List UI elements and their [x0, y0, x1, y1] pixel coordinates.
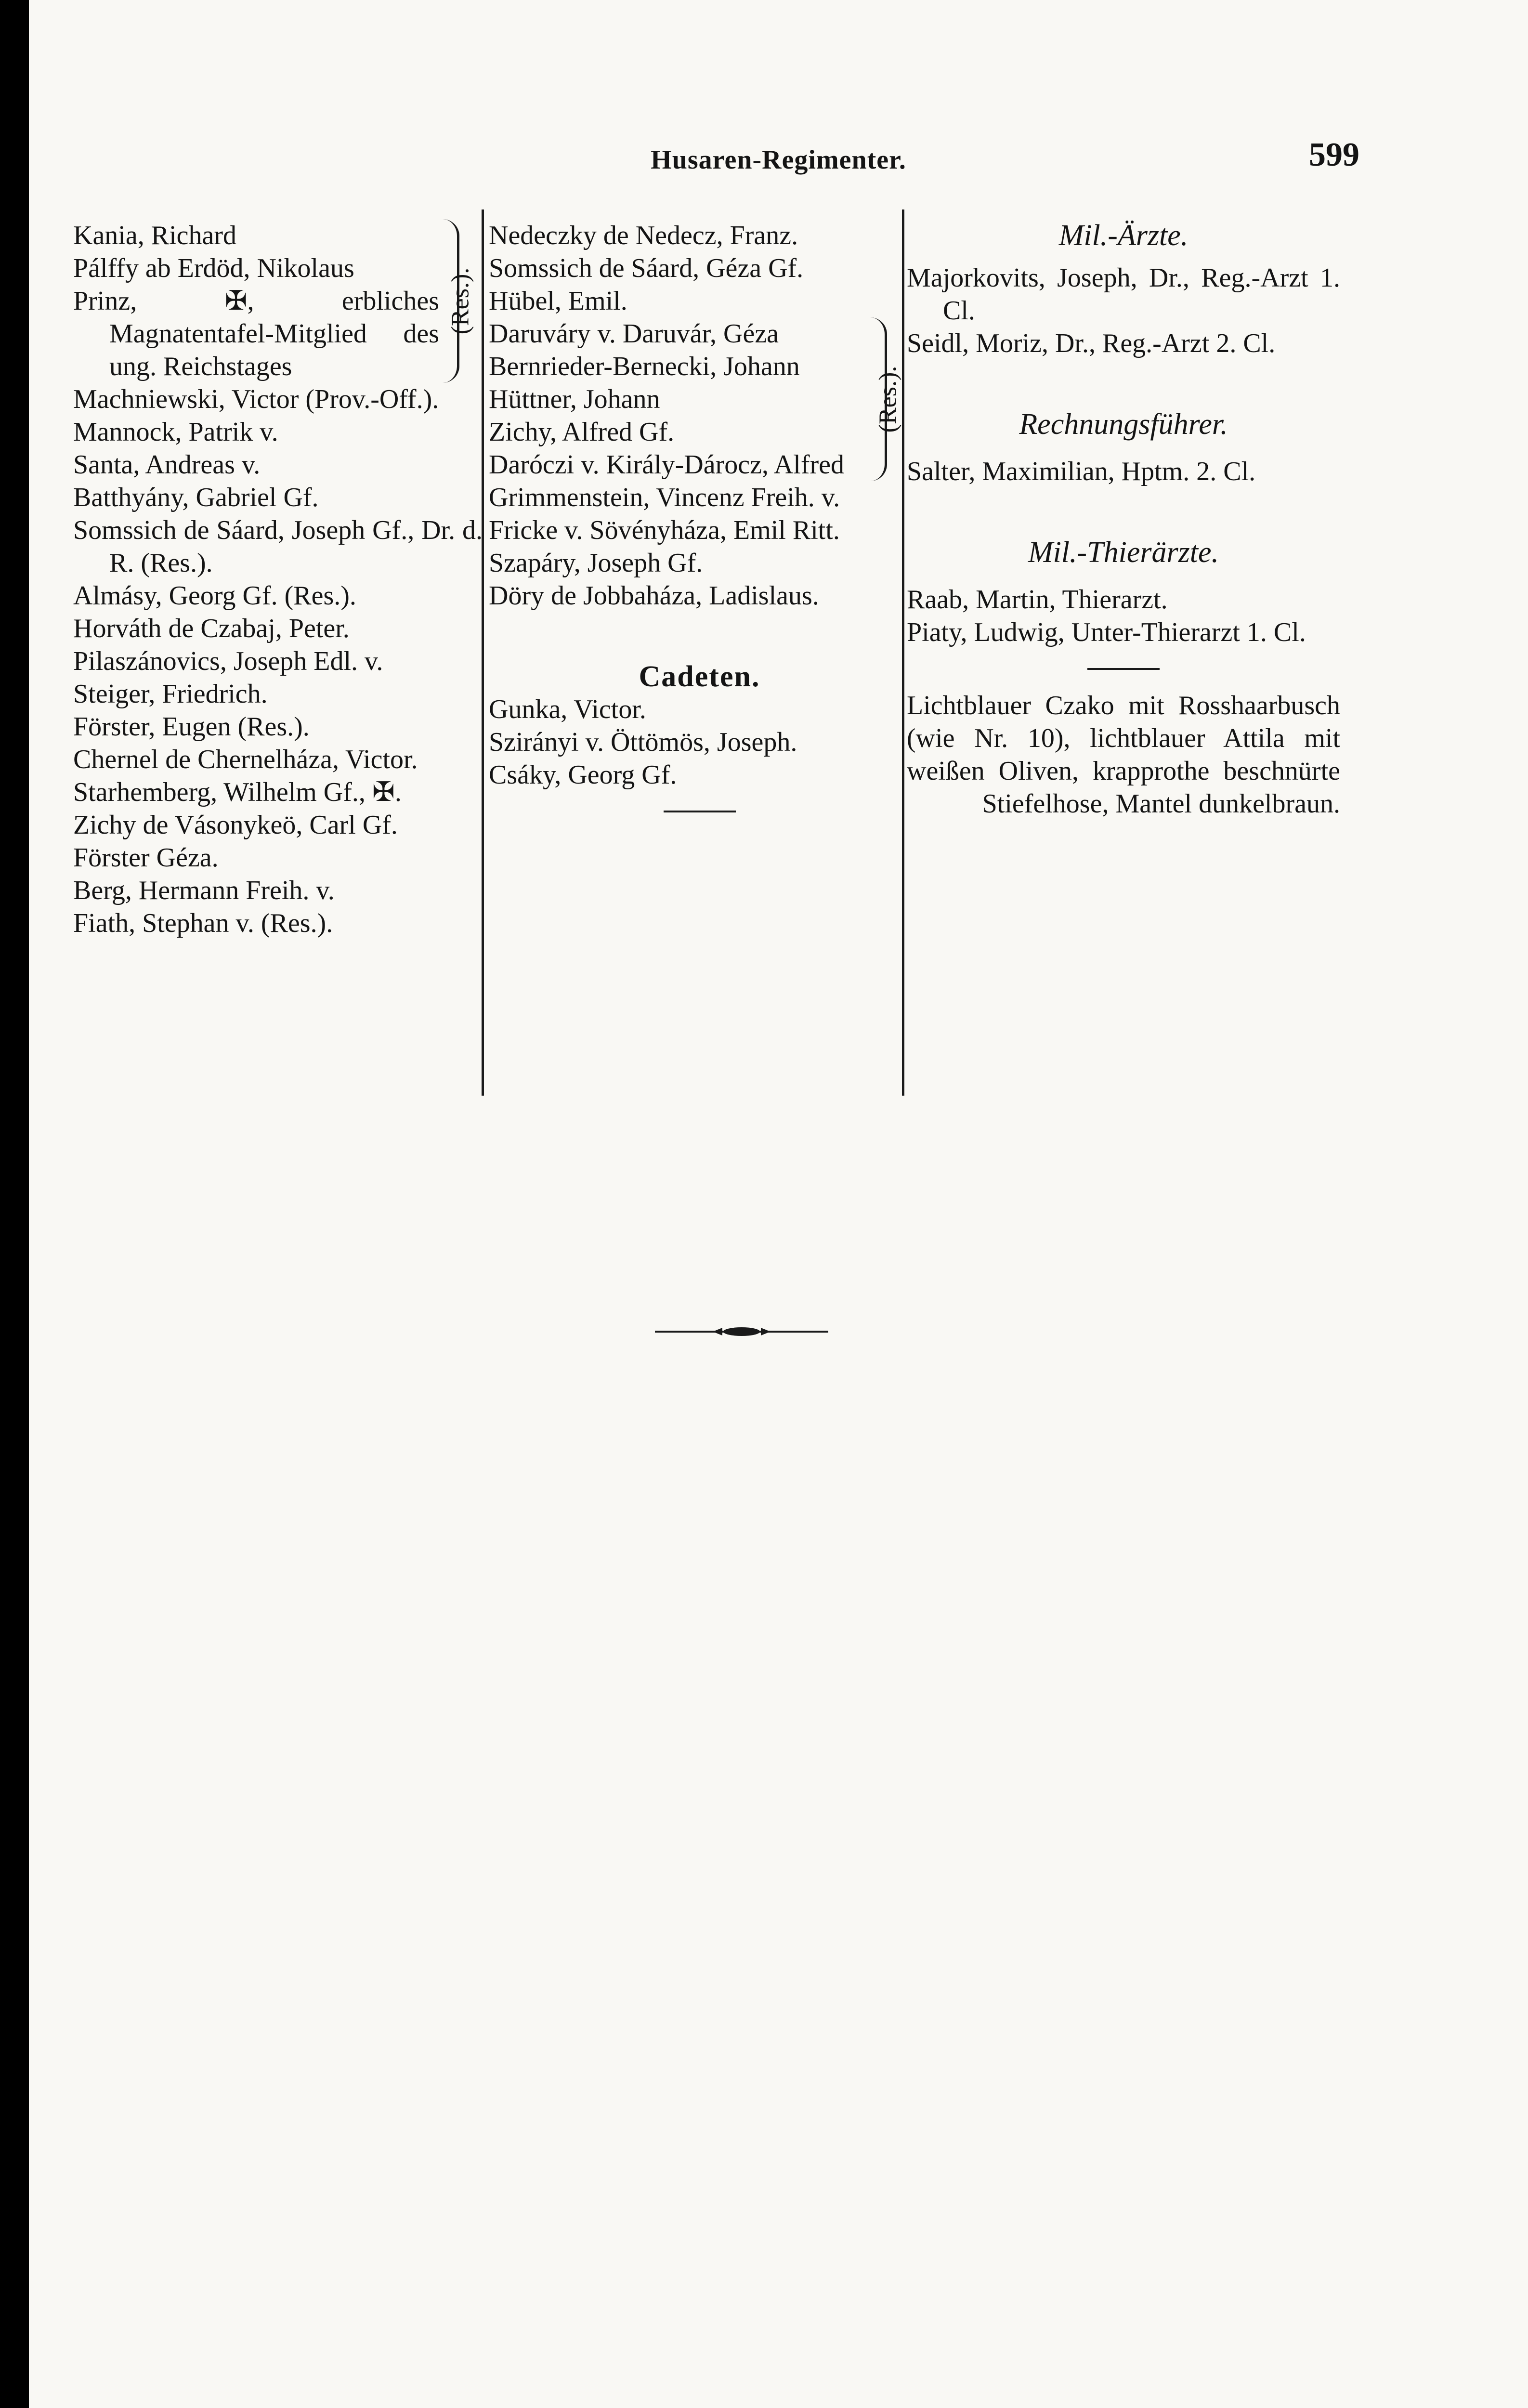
list-item: Steiger, Friedrich. — [73, 679, 268, 709]
list-item: Bernrieder-Bernecki, Johann — [489, 352, 800, 381]
list-item: Berg, Hermann Freih. v. — [73, 876, 335, 905]
uniform-description: Lichtblauer Czako mit Rosshaarbusch (wie Nr. 10), lichtblauer Attila mit weißen Oliven, krapprothe beschnürte Stiefelhose, Mantel dunkelbraun. — [907, 691, 1340, 819]
list-item: Raab, Martin, Thierarzt. — [907, 585, 1168, 615]
list-item: Mannock, Patrik v. — [73, 417, 278, 447]
reserve-bracket-group-1 — [73, 219, 483, 383]
list-item: Salter, Maximilian, Hptm. 2. Cl. — [907, 457, 1256, 486]
section-divider — [664, 811, 736, 812]
list-item: Somssich de Sáard, Joseph Gf., Dr. d. R. (Res.). — [73, 515, 483, 578]
list-item: Hüttner, Johann — [489, 384, 660, 414]
heading-mil-aerzte: Mil.-Ärzte. — [1058, 219, 1188, 252]
page-header-title: Husaren-Regimenter. — [651, 145, 906, 175]
list-item: Daróczi v. Király-Dárocz, Alfred — [489, 450, 845, 480]
list-item: Somssich de Sáard, Géza Gf. — [489, 253, 804, 283]
list-item: Kania, Richard — [73, 221, 236, 250]
list-item: Pilaszánovics, Joseph Edl. v. — [73, 646, 383, 676]
list-item: Döry de Jobbaháza, Ladislaus. — [489, 581, 819, 611]
reserve-bracket-group-2 — [489, 317, 910, 481]
list-item: Hübel, Emil. — [489, 286, 627, 316]
list-item: Seidl, Moriz, Dr., Reg.-Arzt 2. Cl. — [907, 328, 1276, 358]
list-item: Prinz, ✠, erbliches Magnatentafel-Mitglied des ung. Reichstages — [73, 286, 439, 381]
list-item: Grimmenstein, Vincenz Freih. v. — [489, 483, 840, 512]
heading-mil-thieraerzte: Mil.-Thierärzte. — [1028, 536, 1219, 569]
heading-rechnungsfuehrer: Rechnungsführer. — [1019, 408, 1228, 441]
list-item: Zichy de Vásonykeö, Carl Gf. — [73, 810, 398, 840]
list-item: Fricke v. Sövényháza, Emil Ritt. — [489, 515, 840, 545]
section-divider — [1087, 668, 1160, 670]
list-item: Szapáry, Joseph Gf. — [489, 548, 703, 578]
list-item: Daruváry v. Daruvár, Géza — [489, 319, 779, 349]
reserve-label: (Res.). — [874, 366, 902, 433]
list-item: Piaty, Ludwig, Unter-Thierarzt 1. Cl. — [907, 617, 1306, 647]
list-item: Förster, Eugen (Res.). — [73, 712, 310, 742]
spacer — [907, 488, 1340, 536]
spacer — [907, 569, 1340, 583]
end-ornament-icon — [655, 1322, 828, 1341]
list-item: Starhemberg, Wilhelm Gf., ✠. — [73, 777, 402, 807]
list-item: Chernel de Chernelháza, Victor. — [73, 745, 418, 774]
list-item: Szirányi v. Öttömös, Joseph. — [489, 727, 797, 757]
column-3 — [907, 219, 1340, 820]
list-item: Batthyány, Gabriel Gf. — [73, 483, 319, 512]
spacer — [489, 612, 910, 660]
list-item: Santa, Andreas v. — [73, 450, 261, 480]
column-2 — [489, 219, 910, 832]
document-page — [29, 0, 1528, 2408]
list-item: Csáky, Georg Gf. — [489, 760, 677, 790]
list-item: Förster Géza. — [73, 843, 219, 873]
spacer — [907, 252, 1340, 262]
column-1 — [73, 219, 483, 940]
page-number: 599 — [1309, 136, 1359, 173]
spacer — [907, 441, 1340, 455]
spacer — [907, 360, 1340, 408]
reserve-label: (Res.). — [446, 267, 474, 335]
list-item: Pálffy ab Erdöd, Nikolaus — [73, 253, 354, 283]
list-item: Gunka, Victor. — [489, 694, 646, 724]
list-item: Almásy, Georg Gf. (Res.). — [73, 581, 356, 611]
cadets-heading: Cadeten. — [639, 660, 760, 693]
list-item: Horváth de Czabaj, Peter. — [73, 614, 350, 643]
list-item: Majorkovits, Joseph, Dr., Reg.-Arzt 1. Cl. — [907, 263, 1340, 326]
list-item: Fiath, Stephan v. (Res.). — [73, 908, 333, 938]
list-item: Machniewski, Victor (Prov.-Off.). — [73, 384, 439, 414]
list-item: Zichy, Alfred Gf. — [489, 417, 675, 447]
list-item: Nedeczky de Nedecz, Franz. — [489, 221, 798, 250]
